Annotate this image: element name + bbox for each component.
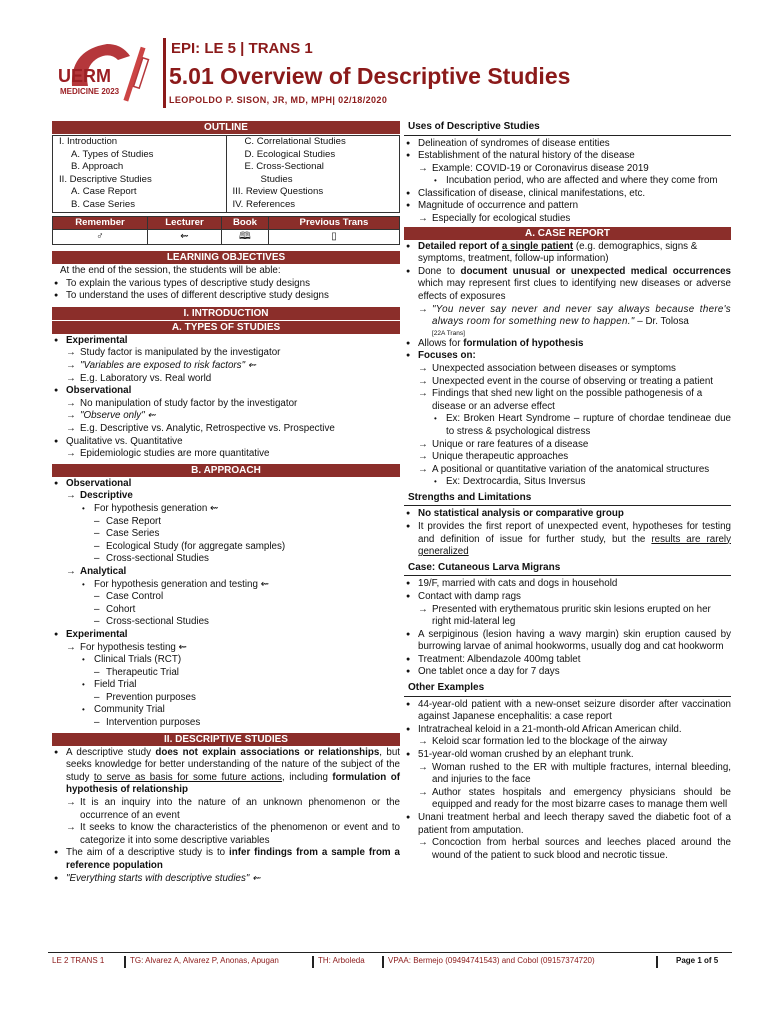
outline-item: C. Correlational Studies [244,136,346,147]
footer-tg: TG: Alvarez A, Alvarez P, Anonas, Apugan [130,956,279,965]
legend-header: Lecturer [148,216,222,230]
page-number: Page 1 of 5 [676,956,719,965]
list-item: – Therapeutic Trial [52,667,400,680]
list-item: → Descriptive [52,490,400,503]
list-item: • Community Trial [52,704,400,717]
list-item: ● Experimental [52,335,400,348]
case-larva-list [404,578,731,679]
other-examples-list [404,699,731,863]
list-item: • Field Trial [52,679,400,692]
list-item: ● Done to document unusual or unexpected medical occurrences which may represent first clues to identifying new diseases or adverse effects of exposures [404,266,731,304]
outline-item: III. Review Questions [232,186,324,198]
approach-title: B. APPROACH [52,464,400,477]
list-item: → No manipulation of study factor by the investigator [52,398,400,411]
uerm-logo [52,38,162,106]
objectives-title: LEARNING OBJECTIVES [52,251,400,264]
outline-table [52,135,400,213]
list-item: → Unexpected event in the course of observing or treating a patient [404,376,731,389]
list-item: ● Intratracheal keloid in a 21-month-old African American child. [404,724,731,737]
list-item: → Author states hospitals and emergency physicians should be equipped and ready for the most bizarre cases to manage them well [404,787,731,812]
list-item: ● Classification of disease, clinical manifestations, etc. [404,188,731,201]
list-item: → Example: COVID-19 or Coronavirus disease 2019 [404,163,731,176]
outline-item: A. Types of Studies [71,148,154,160]
list-item: ● Contact with damp rags [404,591,731,604]
list-item: → Findings that shed new light on the possible pathogenesis of a disease or an adverse effect [404,388,731,413]
list-item: ● Experimental [52,629,400,642]
list-item: → Unexpected association between diseases or symptoms [404,363,731,376]
list-item: → Concoction from herbal sources and leeches placed around the wound of the patient to suck blood and necrotic tissue. [404,837,731,862]
list-item: • For hypothesis generation and testing ⇜ [52,579,400,592]
footer-th: TH: Arboleda [318,956,365,965]
outline-item: B. Approach [71,161,124,173]
remember-icon: ♂ [53,230,148,245]
list-item: – Case Series [52,528,400,541]
lecturer-date: LEOPOLDO P. SISON, JR, MD, MPH| 02/18/2020 [169,95,388,105]
list-item: → Epidemiologic studies are more quantitative [52,448,400,461]
lecturer-icon: ⇜ [148,230,222,245]
legend-table [52,216,400,246]
list-item: → "Observe only" ⇜ [52,410,400,423]
footer-vpaa: VPAA: Bermejo (09494741543) and Cobol (09157374720) [388,956,595,965]
approach-list [52,478,400,730]
types-list [52,335,400,461]
list-item: → Unique therapeutic approaches [404,451,731,464]
left-column [52,120,400,885]
case-report-list [404,241,731,329]
outline-item: II. Descriptive Studies [59,173,152,185]
list-item: → Especially for ecological studies [404,213,731,226]
list-item: ● Observational [52,478,400,491]
list-item: – Intervention purposes [52,717,400,730]
list-item: ● To explain the various types of descriptive study designs [52,278,400,291]
list-item: ● Qualitative vs. Quantitative [52,436,400,449]
legend-header: Previous Trans [268,216,399,230]
list-item: • Ex: Dextrocardia, Situs Inversus [404,476,731,489]
list-item: → E.g. Descriptive vs. Analytic, Retrospective vs. Prospective [52,423,400,436]
descriptive-list [52,747,400,886]
list-item: ● A serpiginous (lesion having a wavy margin) skin eruption caused by burrowing larvae of animal hookworms, usually dog and cat hookworm [404,629,731,654]
list-item: ● Allows for formulation of hypothesis [404,338,731,351]
outline-item: E. Cross-Sectional [244,161,324,173]
list-item: • Ex: Broken Heart Syndrome – rupture of chordae tendineae due to stress & psychological distress [404,413,731,438]
footer-trans: LE 2 TRANS 1 [52,956,105,965]
strengths-list [404,508,731,558]
list-item: – Cohort [52,604,400,617]
case-report-title: A. CASE REPORT [404,227,731,240]
legend-header: Book [221,216,268,230]
list-item: – Cross-sectional Studies [52,553,400,566]
types-of-studies-title: A. TYPES OF STUDIES [52,321,400,334]
list-item: – Case Report [52,516,400,529]
list-item: ● 51-year-old woman crushed by an elephant trunk. [404,749,731,762]
list-item: ● The aim of a descriptive study is to infer findings from a sample from a reference population [52,847,400,872]
course-code: EPI: LE 5 | TRANS 1 [171,40,313,57]
case-larva-title: Case: Cutaneous Larva Migrans [404,561,731,577]
list-item: ● 19/F, married with cats and dogs in household [404,578,731,591]
book-icon: 🕮 [221,230,268,245]
list-item: → For hypothesis testing ⇜ [52,642,400,655]
outline-item: D. Ecological Studies [244,148,336,160]
list-item: → Keloid scar formation led to the blockage of the airway [404,736,731,749]
list-item: – Ecological Study (for aggregate samples) [52,541,400,554]
list-item: ● Treatment: Albendazole 400mg tablet [404,654,731,667]
other-examples-title: Other Examples [404,681,731,697]
legend-header: Remember [53,216,148,230]
list-item: • Clinical Trials (RCT) [52,654,400,667]
list-item: ● Magnitude of occurrence and pattern [404,200,731,213]
list-item: → Unique or rare features of a disease [404,439,731,452]
page-title: 5.01 Overview of Descriptive Studies [169,63,571,89]
uses-title: Uses of Descriptive Studies [404,120,731,136]
introduction-title: I. INTRODUCTION [52,307,400,320]
list-item: → Woman rushed to the ER with multiple fractures, internal bleeding, and injuries to the face [404,762,731,787]
list-item: ● 44-year-old patient with a new-onset seizure disorder after vaccination against Japanese encephalitis: a case report [404,699,731,724]
list-item: ● A descriptive study does not explain associations or relationships, but seeks knowledge for better understanding of the nature of the subject of the study to serve as basis for some future actions, including formulation of hypothesis of relationship [52,747,400,797]
list-item: → E.g. Laboratory vs. Real world [52,373,400,386]
logo-subtext: MEDICINE 2023 [60,87,120,96]
uses-list [404,138,731,226]
objectives-intro: At the end of the session, the students will be able: [60,265,281,277]
list-item: ● Detailed report of a single patient (e.g. demographics, signs & symptoms, treatment, follow-up information) [404,241,731,266]
list-item: ● Establishment of the natural history of the disease [404,150,731,163]
logo-text: UERM [58,66,111,86]
list-item: • For hypothesis generation ⇜ [52,503,400,516]
list-item: → Analytical [52,566,400,579]
previous-trans-note: [22A Trans] [432,329,465,337]
outline-item: IV. References [232,198,296,210]
list-item: ● It provides the first report of unexpected event, hypotheses for testing and definition of issue for further study, but the results are rarely generalized [404,521,731,559]
list-item: → It is an inquiry into the nature of an unknown phenomenon or the occurrence of an event [52,797,400,822]
list-item: → It seeks to know the characteristics of the phenomenon or event and to categorize it into some descriptive variables [52,822,400,847]
list-item: – Prevention purposes [52,692,400,705]
strengths-title: Strengths and Limitations [404,491,731,507]
list-item: → A positional or quantitative variation of the anatomical structures [404,464,731,477]
list-item: → Study factor is manipulated by the investigator [52,347,400,360]
outline-item: B. Case Series [71,198,135,210]
list-item: • Incubation period, who are affected and where they come from [404,175,731,188]
list-item: ● To understand the uses of different descriptive study designs [52,290,400,303]
list-item: ● No statistical analysis or comparative group [404,508,731,521]
list-item: → "You never say never and never say always because there's always room for something new to happen." – Dr. Tolosa [404,304,731,329]
outline-title: OUTLINE [52,121,400,134]
list-item: ● Delineation of syndromes of disease entities [404,138,731,151]
case-report-list-2 [404,338,731,489]
right-column [404,120,731,862]
outline-item: Studies [260,173,293,185]
outline-item: A. Case Report [71,186,137,198]
list-item: → "Variables are exposed to risk factors" ⇜ [52,360,400,373]
outline-item: I. Introduction [59,136,118,147]
list-item: ● Observational [52,385,400,398]
list-item: ● Focuses on: [404,350,731,363]
list-item: – Case Control [52,591,400,604]
descriptive-studies-title: II. DESCRIPTIVE STUDIES [52,733,400,746]
list-item: ● One tablet once a day for 7 days [404,666,731,679]
list-item: → Presented with erythematous pruritic skin lesions erupted on her right mid-lateral leg [404,604,731,629]
list-item: ● Unani treatment herbal and leech therapy saved the diabetic foot of a patient from amputation. [404,812,731,837]
page-footer [48,952,732,972]
list-item: ● "Everything starts with descriptive studies" ⇜ [52,873,400,886]
previous-trans-icon: ▯ [268,230,399,245]
list-item: – Cross-sectional Studies [52,616,400,629]
objectives-list [52,278,400,303]
